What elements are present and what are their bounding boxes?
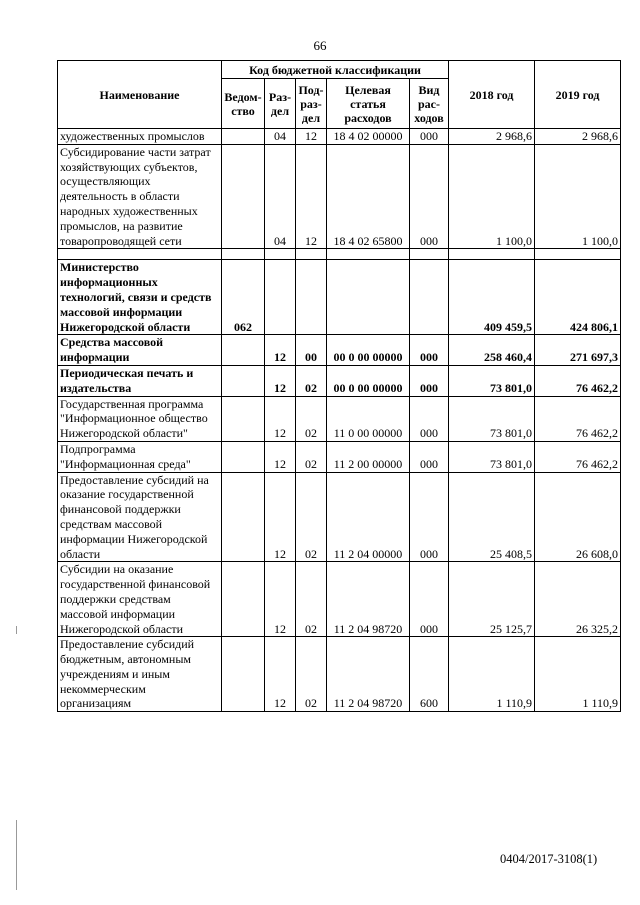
cell-podrazdel: 02: [296, 562, 327, 637]
cell-2019: 1 100,0: [535, 144, 621, 249]
header-podrazdel: Под-раз-дел: [296, 79, 327, 129]
table-body: [58, 129, 621, 712]
cell-podrazdel: 02: [296, 637, 327, 712]
cell-razdel: 12: [265, 396, 296, 441]
cell-podrazdel: 12: [296, 129, 327, 145]
table-row: [58, 472, 621, 562]
cell-celevaya: 11 2 04 98720: [327, 637, 410, 712]
header-name: Наименование: [58, 61, 222, 129]
cell-2019: [535, 249, 621, 260]
cell-2018: 2 968,6: [449, 129, 535, 145]
cell-2018: 73 801,0: [449, 441, 535, 472]
cell-podrazdel: 02: [296, 396, 327, 441]
cell-2018: 25 408,5: [449, 472, 535, 562]
cell-celevaya: 11 2 04 00000: [327, 472, 410, 562]
cell-vedomstvo: [222, 249, 265, 260]
cell-vedomstvo: [222, 396, 265, 441]
cell-podrazdel: 02: [296, 441, 327, 472]
cell-razdel: 12: [265, 472, 296, 562]
cell-celevaya: 11 2 04 98720: [327, 562, 410, 637]
cell-razdel: 12: [265, 335, 296, 366]
cell-vid: 000: [410, 144, 449, 249]
cell-vedomstvo: [222, 472, 265, 562]
cell-podrazdel: 12: [296, 144, 327, 249]
header-code-group: Код бюджетной классификации: [222, 61, 449, 79]
cell-2018: 1 100,0: [449, 144, 535, 249]
table-row: [58, 335, 621, 366]
table-row: [58, 441, 621, 472]
cell-2018: 1 110,9: [449, 637, 535, 712]
scan-edge-mark: [16, 626, 17, 634]
cell-2019: 2 968,6: [535, 129, 621, 145]
cell-celevaya: 00 0 00 00000: [327, 335, 410, 366]
cell-name: Министерство информационных технологий, связи и средств массовой информации Нижегородской области: [58, 260, 222, 335]
table-row: [58, 365, 621, 396]
cell-podrazdel: 02: [296, 365, 327, 396]
cell-2019: 26 608,0: [535, 472, 621, 562]
cell-vid: [410, 260, 449, 335]
table-row: [58, 129, 621, 145]
footer-document-code: 0404/2017-3108(1): [500, 852, 598, 866]
cell-razdel: 04: [265, 144, 296, 249]
cell-razdel: 12: [265, 365, 296, 396]
cell-vedomstvo: [222, 637, 265, 712]
table-row: [58, 249, 621, 260]
cell-razdel: 12: [265, 637, 296, 712]
cell-vedomstvo: [222, 562, 265, 637]
cell-vid: 000: [410, 365, 449, 396]
cell-name: Субсидии на оказание государственной финансовой поддержки средствам массовой информации Нижегородской области: [58, 562, 222, 637]
cell-podrazdel: 02: [296, 472, 327, 562]
cell-celevaya: 11 2 00 00000: [327, 441, 410, 472]
table-row: [58, 144, 621, 249]
cell-2018: 258 460,4: [449, 335, 535, 366]
header-vedomstvo: Ведом-ство: [222, 79, 265, 129]
cell-celevaya: [327, 249, 410, 260]
cell-vid: 600: [410, 637, 449, 712]
cell-name: Субсидирование части затрат хозяйствующих субъектов, осуществляющих деятельность в области народных художественных промыслов, на развитие товаропроводящей сети: [58, 144, 222, 249]
header-2019: 2019 год: [535, 61, 621, 129]
cell-celevaya: 11 0 00 00000: [327, 396, 410, 441]
cell-razdel: 12: [265, 441, 296, 472]
cell-name: Предоставление субсидий на оказание государственной финансовой поддержки средствам массовой информации Нижегородской области: [58, 472, 222, 562]
cell-2019: 26 325,2: [535, 562, 621, 637]
cell-vid: 000: [410, 396, 449, 441]
budget-table: [57, 60, 621, 712]
cell-name: Подпрограмма "Информационная среда": [58, 441, 222, 472]
cell-vid: 000: [410, 472, 449, 562]
cell-2019: 76 462,2: [535, 396, 621, 441]
cell-2018: [449, 249, 535, 260]
cell-2018: 73 801,0: [449, 396, 535, 441]
cell-2019: 76 462,2: [535, 365, 621, 396]
cell-vid: 000: [410, 129, 449, 145]
cell-2019: 1 110,9: [535, 637, 621, 712]
table-row: [58, 260, 621, 335]
header-celevaya: Целевая статья расходов: [327, 79, 410, 129]
scan-edge-mark: [16, 820, 17, 890]
header-2018: 2018 год: [449, 61, 535, 129]
cell-2018: 25 125,7: [449, 562, 535, 637]
cell-vedomstvo: [222, 441, 265, 472]
cell-celevaya: 18 4 02 65800: [327, 144, 410, 249]
cell-razdel: 12: [265, 562, 296, 637]
cell-vedomstvo: [222, 335, 265, 366]
header-vid: Вид рас-ходов: [410, 79, 449, 129]
page-number: 66: [313, 38, 327, 53]
table-row: [58, 396, 621, 441]
cell-podrazdel: [296, 249, 327, 260]
cell-2018: 73 801,0: [449, 365, 535, 396]
cell-2019: 76 462,2: [535, 441, 621, 472]
cell-vid: 000: [410, 562, 449, 637]
cell-razdel: [265, 249, 296, 260]
cell-vid: [410, 249, 449, 260]
cell-2019: 424 806,1: [535, 260, 621, 335]
cell-celevaya: [327, 260, 410, 335]
cell-vedomstvo: [222, 365, 265, 396]
cell-name: Средства массовой информации: [58, 335, 222, 366]
cell-vid: 000: [410, 441, 449, 472]
cell-2018: 409 459,5: [449, 260, 535, 335]
cell-celevaya: 00 0 00 00000: [327, 365, 410, 396]
cell-name: Государственная программа "Информационное общество Нижегородской области": [58, 396, 222, 441]
header-razdel: Раз-дел: [265, 79, 296, 129]
cell-vedomstvo: 062: [222, 260, 265, 335]
cell-razdel: 04: [265, 129, 296, 145]
cell-vedomstvo: [222, 129, 265, 145]
table-row: [58, 637, 621, 712]
cell-2019: 271 697,3: [535, 335, 621, 366]
cell-vid: 000: [410, 335, 449, 366]
cell-podrazdel: 00: [296, 335, 327, 366]
cell-celevaya: 18 4 02 00000: [327, 129, 410, 145]
cell-name: Периодическая печать и издательства: [58, 365, 222, 396]
table-row: [58, 562, 621, 637]
cell-name: [58, 249, 222, 260]
cell-name: Предоставление субсидий бюджетным, автономным учреждениям и иным некоммерческим организациям: [58, 637, 222, 712]
cell-name: художественных промыслов: [58, 129, 222, 145]
cell-podrazdel: [296, 260, 327, 335]
cell-razdel: [265, 260, 296, 335]
cell-vedomstvo: [222, 144, 265, 249]
